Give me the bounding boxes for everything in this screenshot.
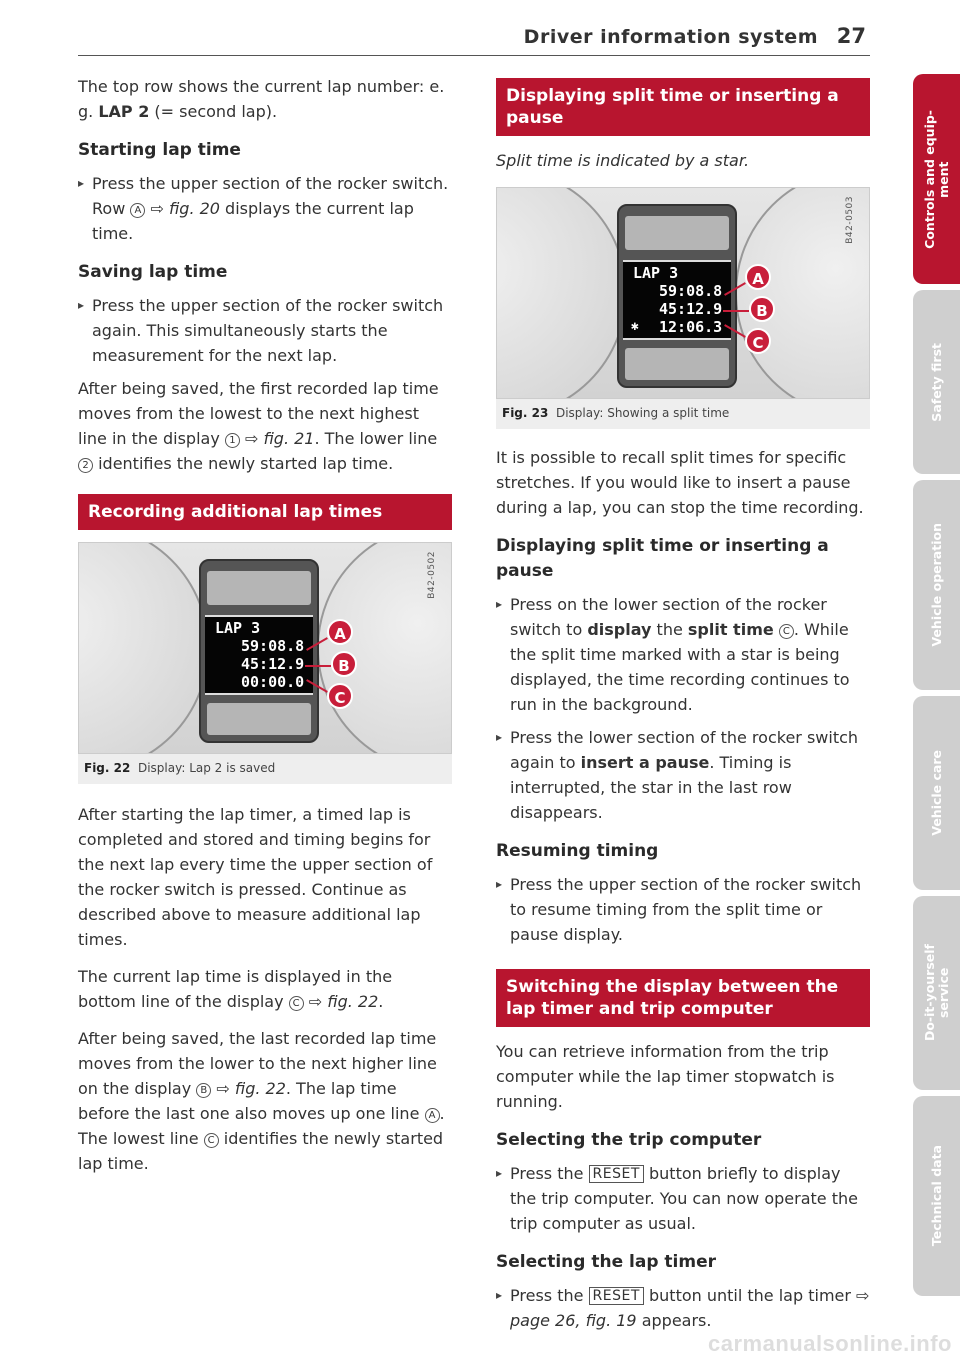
intro-paragraph: The top row shows the current lap number: e. g. LAP 2 (= second lap).: [78, 77, 445, 121]
trip-heading: Selecting the trip computer: [496, 1130, 762, 1150]
figure-code: B42-0502: [427, 551, 437, 599]
display-lcd: [623, 260, 731, 340]
lcd-lap: LAP 3: [633, 264, 679, 282]
figure-23-caption: Fig. 23 Display: Showing a split time: [496, 399, 870, 429]
display-unit: [617, 204, 737, 388]
display-bottom: [625, 348, 729, 380]
tab-vehicle-operation[interactable]: [913, 480, 960, 690]
callout-c: C: [204, 1133, 219, 1148]
split-bullet-pause: ▸ Press the lower section of the rocker switch again to insert a pause. Timing is interrupted, the star in the last row disappears.: [496, 725, 870, 825]
lap-timer-bullet: ▸ Press the RESET button until the lap timer ⇨ page 26, fig. 19 appears.: [496, 1283, 870, 1333]
tab-controls[interactable]: [913, 74, 960, 284]
tab-diy-service[interactable]: [913, 896, 960, 1090]
fig-ref-link[interactable]: ⇨ fig. 21: [244, 429, 315, 448]
tab-label: Vehicle care: [928, 750, 944, 836]
fig-ref-link[interactable]: ⇨ fig. 22: [216, 1079, 286, 1098]
split-intro: Split time is indicated by a star.: [496, 151, 750, 170]
figure-22-caption: Fig. 22 Display: Lap 2 is saved: [78, 754, 452, 784]
tab-label: Do-it-yourself service: [921, 944, 951, 1042]
section-title-split: Displaying split time or inserting a pause: [496, 78, 870, 136]
trip-bullet: ▸ Press the RESET button briefly to display the trip computer. You can now operate the trip computer as usual.: [496, 1161, 870, 1236]
callout-a: A: [425, 1108, 440, 1123]
figure-22: [78, 542, 452, 784]
split-bullet-display: ▸ Press on the lower section of the rocker switch to display the split time C . While the split time marked with a star is being displayed, the time recording continues to run in the background.: [496, 592, 870, 717]
page-number: 27: [836, 24, 866, 48]
display-top: [207, 571, 311, 605]
tab-vehicle-care[interactable]: [913, 696, 960, 890]
lcd-row-a: 59:08.8: [659, 282, 723, 300]
leader-b: [305, 665, 331, 667]
marker-c: C: [327, 683, 353, 709]
section-title-switching: Switching the display between the lap timer and trip computer: [496, 969, 870, 1027]
marker-c: C: [745, 328, 771, 354]
lcd-row-b: 45:12.9: [659, 300, 723, 318]
tab-label: Safety first: [928, 342, 944, 422]
tab-label: Vehicle operation: [928, 523, 944, 647]
starting-lap-heading: Starting lap time: [78, 140, 241, 160]
saving-paragraph: After being saved, the first recorded lap time moves from the lowest to the next highest line in the display 1 ⇨ fig. 21. The lower line 2 identifies the newly started lap time.: [78, 379, 439, 473]
reset-key: RESET: [589, 1165, 644, 1183]
starting-lap-bullet: ▸ Press the upper section of the rocker switch. Row A ⇨ fig. 20 displays the current lap time.: [78, 171, 452, 246]
para-recording: After starting the lap timer, a timed lap is completed and stored and timing begins for the next lap every time the upper section of the rocker switch is pressed. Continue as described above to measure additional lap times.: [78, 805, 433, 949]
saving-lap-heading: Saving lap time: [78, 262, 228, 282]
right-column: [496, 74, 870, 1341]
lcd-row-c: 12:06.3: [659, 318, 723, 336]
tab-safety[interactable]: [913, 290, 960, 474]
lap-timer-heading: Selecting the lap timer: [496, 1252, 716, 1272]
tab-label: Technical data: [928, 1145, 944, 1247]
figure-22-image: [78, 542, 452, 754]
callout-b: B: [196, 1083, 211, 1098]
para-last-lap: After being saved, the last recorded lap time moves from the lower to the next higher line on the display B ⇨ fig. 22. The lap time before the last one also moves up one line A . The lowest line C identifies the newly started lap time.: [78, 1029, 445, 1173]
running-header: [78, 22, 870, 56]
fig-ref-link[interactable]: ⇨ fig. 20: [150, 199, 220, 218]
para-trip: You can retrieve information from the trip computer while the lap timer stopwatch is running.: [496, 1042, 835, 1111]
resume-heading: Resuming timing: [496, 841, 659, 861]
lcd-lap: LAP 3: [215, 619, 261, 637]
marker-b: B: [749, 296, 775, 322]
saving-lap-bullet: ▸ Press the upper section of the rocker switch again. This simultaneously starts the measurement for the next lap.: [78, 293, 452, 368]
reset-key: RESET: [589, 1287, 644, 1305]
marker-a: A: [745, 264, 771, 290]
display-bottom: [207, 703, 311, 735]
resume-bullet: ▸ Press the upper section of the rocker switch to resume timing from the split time or pause display.: [496, 872, 870, 947]
lcd-row-a: 59:08.8: [241, 637, 305, 655]
callout-c: C: [289, 996, 304, 1011]
figure-code: B42-0503: [845, 196, 855, 244]
callout-a: A: [130, 203, 145, 218]
section-title-recording: Recording additional lap times: [78, 494, 452, 530]
left-gauge: [78, 542, 209, 754]
para-current-lap: The current lap time is displayed in the bottom line of the display C ⇨ fig. 22.: [78, 967, 393, 1011]
watermark: carmanualsonline.info: [708, 1331, 952, 1356]
callout-2: 2: [78, 458, 93, 473]
header-title: Driver information system: [523, 26, 818, 48]
display-lcd: [205, 615, 313, 695]
callout-c: C: [779, 624, 794, 639]
tab-technical-data[interactable]: [913, 1096, 960, 1296]
tab-label: Controls and equip- ment: [921, 109, 951, 249]
page-ref-link[interactable]: ⇨ page 26, fig. 19: [510, 1286, 870, 1330]
lcd-row-c: 00:00.0: [241, 673, 305, 691]
leader-b: [723, 310, 749, 312]
left-gauge: [496, 187, 627, 399]
left-column: [78, 74, 452, 1188]
figure-23: [496, 187, 870, 429]
fig-ref-link[interactable]: ⇨ fig. 22: [308, 992, 379, 1011]
display-top: [625, 216, 729, 250]
para-split-times: It is possible to recall split times for specific stretches. If you would like to insert a pause during a lap, you can stop the time recording.: [496, 448, 864, 517]
lcd-star: ✱: [631, 319, 639, 334]
split-heading: Displaying split time or inserting a pause: [496, 536, 829, 581]
marker-a: A: [327, 619, 353, 645]
display-unit: [199, 559, 319, 743]
lcd-row-b: 45:12.9: [241, 655, 305, 673]
figure-23-image: [496, 187, 870, 399]
marker-b: B: [331, 651, 357, 677]
callout-1: 1: [225, 433, 240, 448]
